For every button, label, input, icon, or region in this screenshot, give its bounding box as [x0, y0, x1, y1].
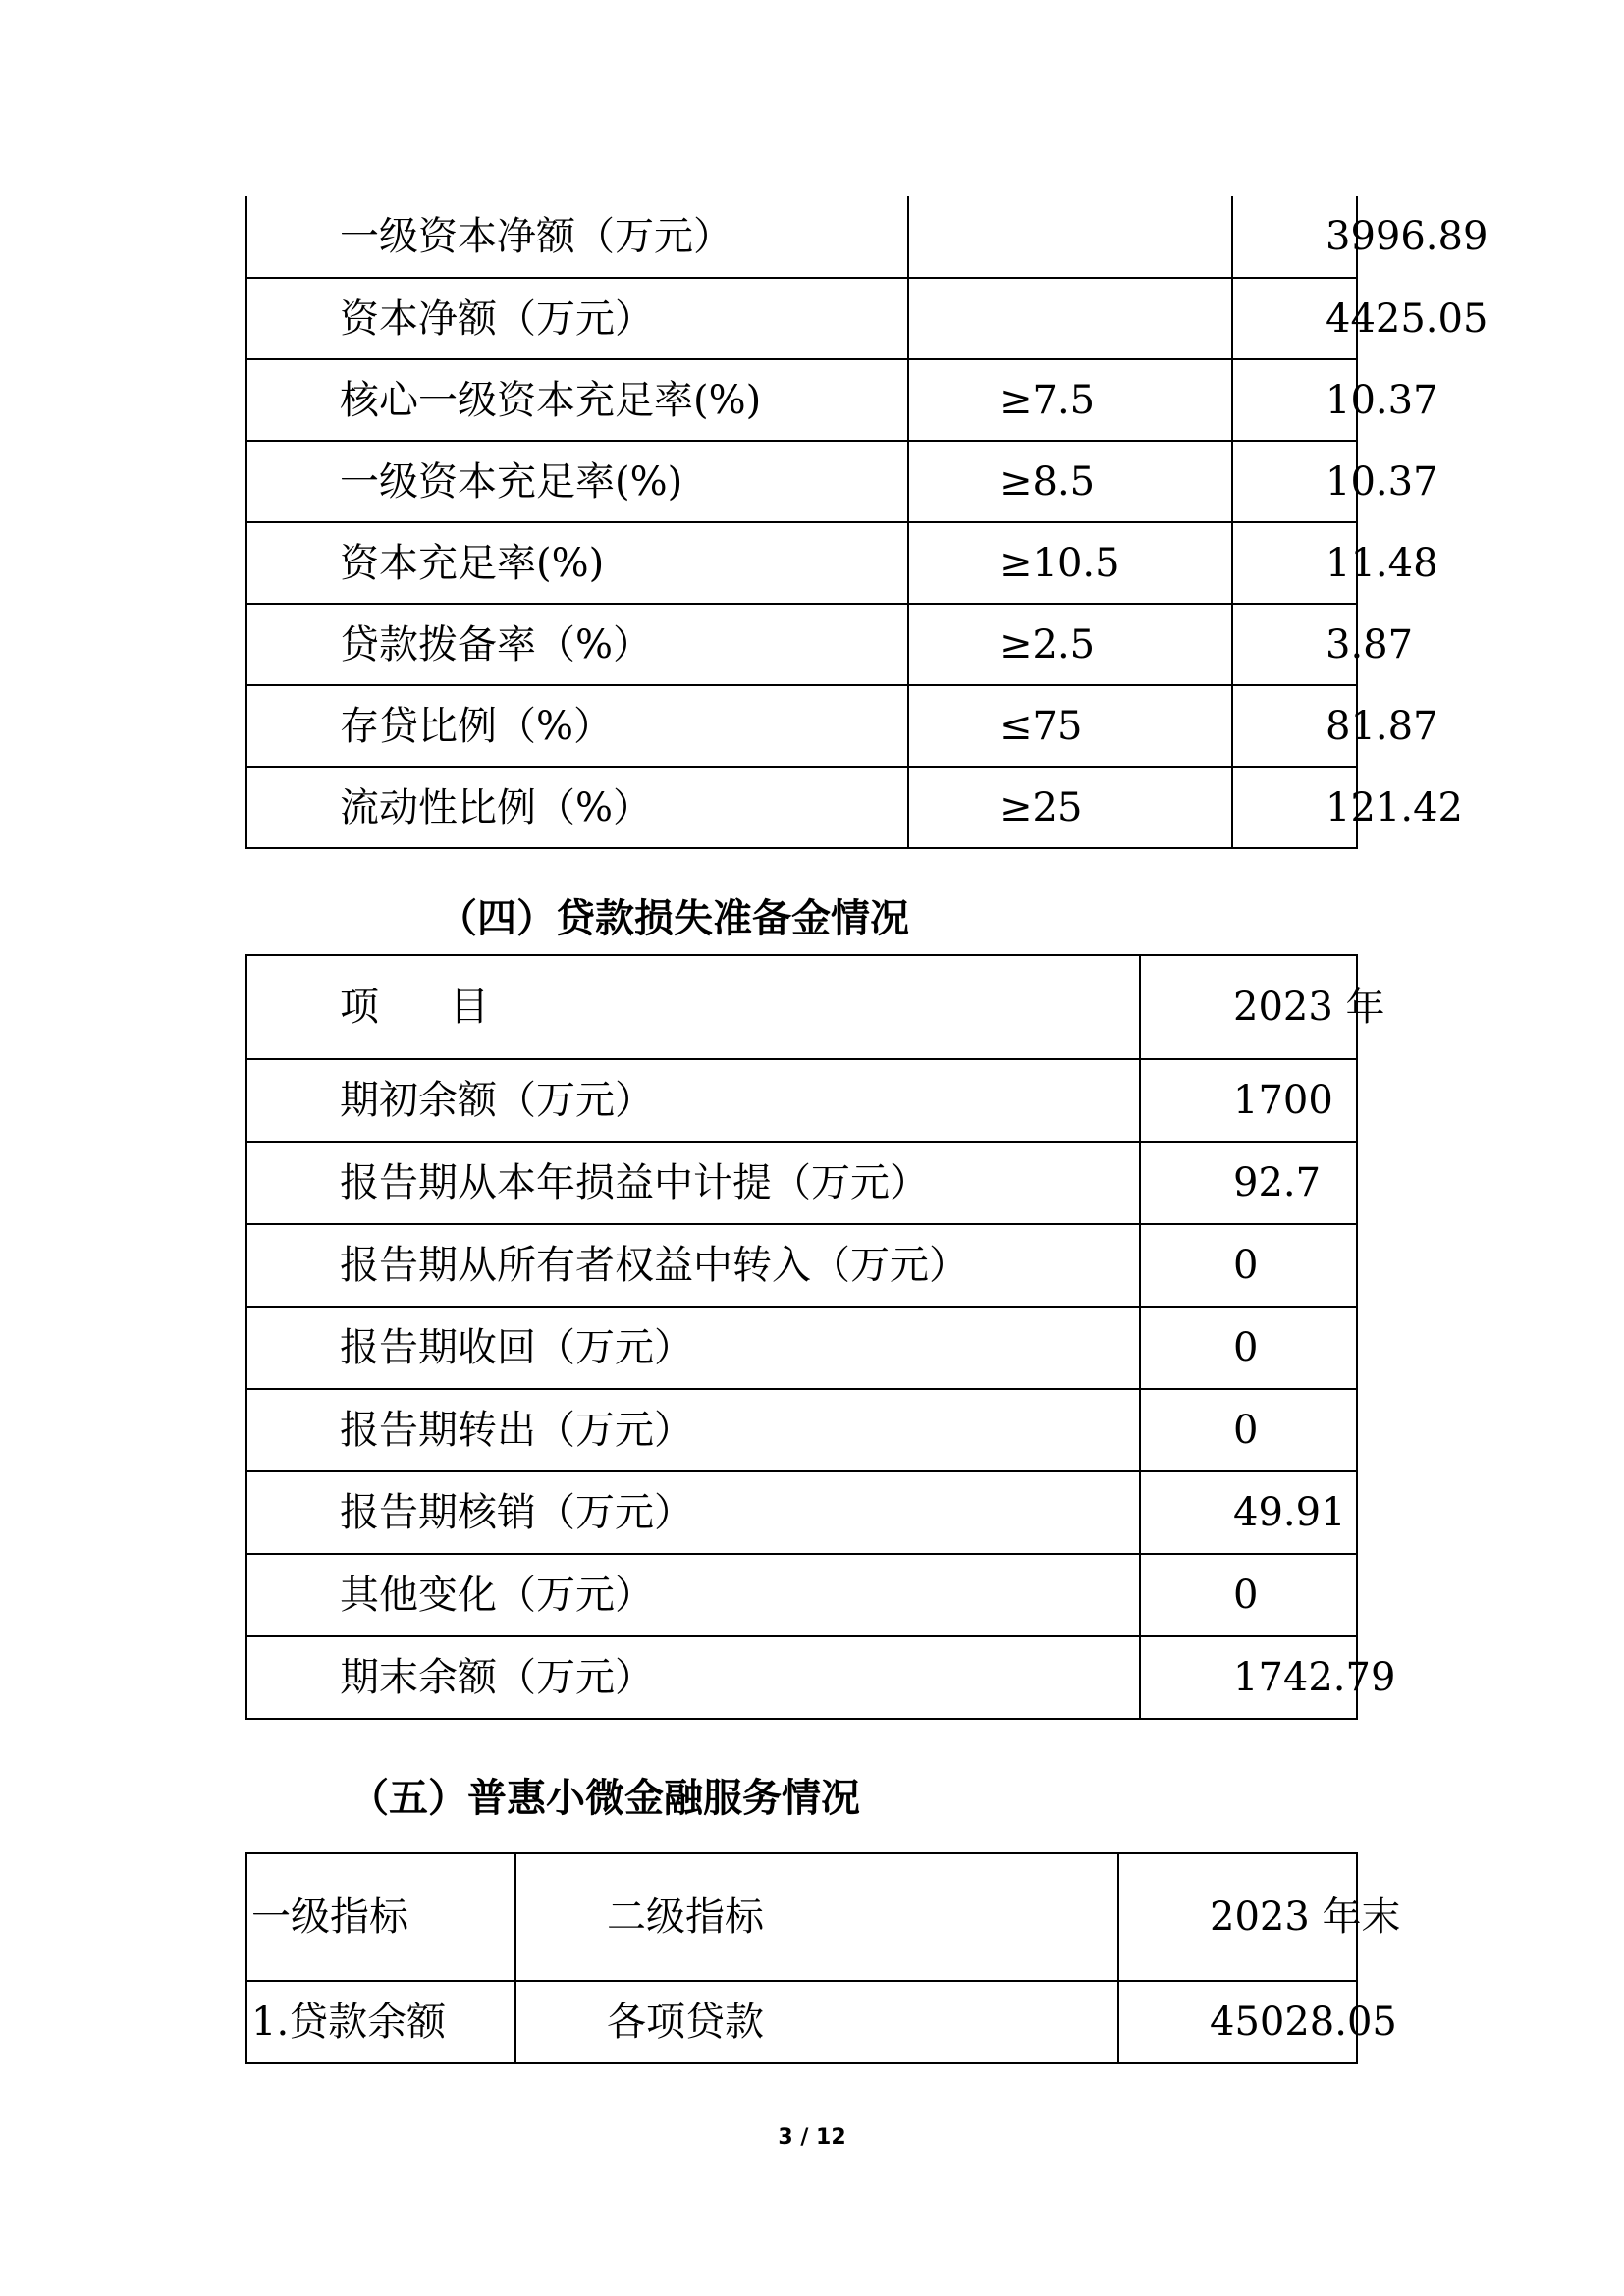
row-label: 报告期从所有者权益中转入（万元）	[246, 1224, 1140, 1307]
header-item-char-1: 项	[340, 985, 379, 1030]
section-heading-inclusive-finance: （五）普惠小微金融服务情况	[350, 1775, 860, 1821]
table-row	[246, 1981, 1357, 2063]
table-row	[246, 1224, 1357, 1307]
row-requirement: ≥25	[908, 767, 1232, 848]
table-row	[246, 1142, 1357, 1224]
row-label: 期初余额（万元）	[246, 1059, 1140, 1142]
table-header-row	[246, 1853, 1357, 1981]
row-requirement	[908, 196, 1232, 278]
row-label: 报告期收回（万元）	[246, 1307, 1140, 1389]
row-value: 0	[1140, 1224, 1357, 1307]
row-level2: 各项贷款	[515, 1981, 1118, 2063]
row-value: 92.7	[1140, 1142, 1357, 1224]
table-row	[246, 278, 1357, 359]
row-value: 0	[1140, 1554, 1357, 1636]
section-heading-loan-loss-reserve: （四）贷款损失准备金情况	[438, 895, 909, 941]
row-value: 3996.89	[1232, 196, 1357, 278]
row-value: 0	[1140, 1389, 1357, 1471]
row-requirement: ≥8.5	[908, 441, 1232, 522]
table-row	[246, 1059, 1357, 1142]
row-requirement: ≥10.5	[908, 522, 1232, 604]
row-label: 一级资本净额（万元）	[246, 196, 908, 278]
row-value: 10.37	[1232, 441, 1357, 522]
table-row	[246, 604, 1357, 685]
table-row	[246, 359, 1357, 441]
row-value: 1742.79	[1140, 1636, 1357, 1719]
header-year: 2023 年	[1140, 955, 1357, 1059]
row-value: 1700	[1140, 1059, 1357, 1142]
row-label: 一级资本充足率(%)	[246, 441, 908, 522]
capital-adequacy-table	[245, 196, 1489, 849]
table-header-row	[246, 955, 1357, 1059]
row-value: 81.87	[1232, 685, 1357, 767]
row-label: 核心一级资本充足率(%)	[246, 359, 908, 441]
row-value: 4425.05	[1232, 278, 1357, 359]
header-item-char-2: 目	[450, 985, 489, 1030]
table-row	[246, 1636, 1357, 1719]
row-value: 0	[1140, 1307, 1357, 1389]
row-value: 45028.05	[1118, 1981, 1357, 2063]
table-row	[246, 767, 1357, 848]
header-level1: 一级指标	[246, 1853, 515, 1981]
row-label: 期末余额（万元）	[246, 1636, 1140, 1719]
row-requirement: ≤75	[908, 685, 1232, 767]
table-row	[246, 1389, 1357, 1471]
row-label: 贷款拨备率（%）	[246, 604, 908, 685]
row-label: 流动性比例（%）	[246, 767, 908, 848]
page-number: 3 / 12	[778, 2125, 846, 2150]
row-value: 3.87	[1232, 604, 1357, 685]
row-requirement	[908, 278, 1232, 359]
table-row	[246, 685, 1357, 767]
header-year-end: 2023 年末	[1118, 1853, 1357, 1981]
row-label: 报告期转出（万元）	[246, 1389, 1140, 1471]
row-label: 存贷比例（%）	[246, 685, 908, 767]
row-requirement: ≥7.5	[908, 359, 1232, 441]
table-row	[246, 1307, 1357, 1389]
row-value: 11.48	[1232, 522, 1357, 604]
table-row	[246, 441, 1357, 522]
row-level1: 1.贷款余额	[246, 1981, 515, 2063]
inclusive-finance-table	[245, 1852, 1401, 2064]
table-row	[246, 522, 1357, 604]
row-label: 报告期从本年损益中计提（万元）	[246, 1142, 1140, 1224]
table-row	[246, 1471, 1357, 1554]
row-requirement: ≥2.5	[908, 604, 1232, 685]
row-value: 49.91	[1140, 1471, 1357, 1554]
table-row	[246, 1554, 1357, 1636]
table-row	[246, 196, 1357, 278]
row-value: 121.42	[1232, 767, 1357, 848]
row-label: 资本充足率(%)	[246, 522, 908, 604]
row-label: 资本净额（万元）	[246, 278, 908, 359]
row-label: 报告期核销（万元）	[246, 1471, 1140, 1554]
header-level2: 二级指标	[515, 1853, 1118, 1981]
header-item	[246, 955, 1140, 1059]
row-value: 10.37	[1232, 359, 1357, 441]
loan-loss-reserve-table	[245, 954, 1396, 1720]
row-label: 其他变化（万元）	[246, 1554, 1140, 1636]
